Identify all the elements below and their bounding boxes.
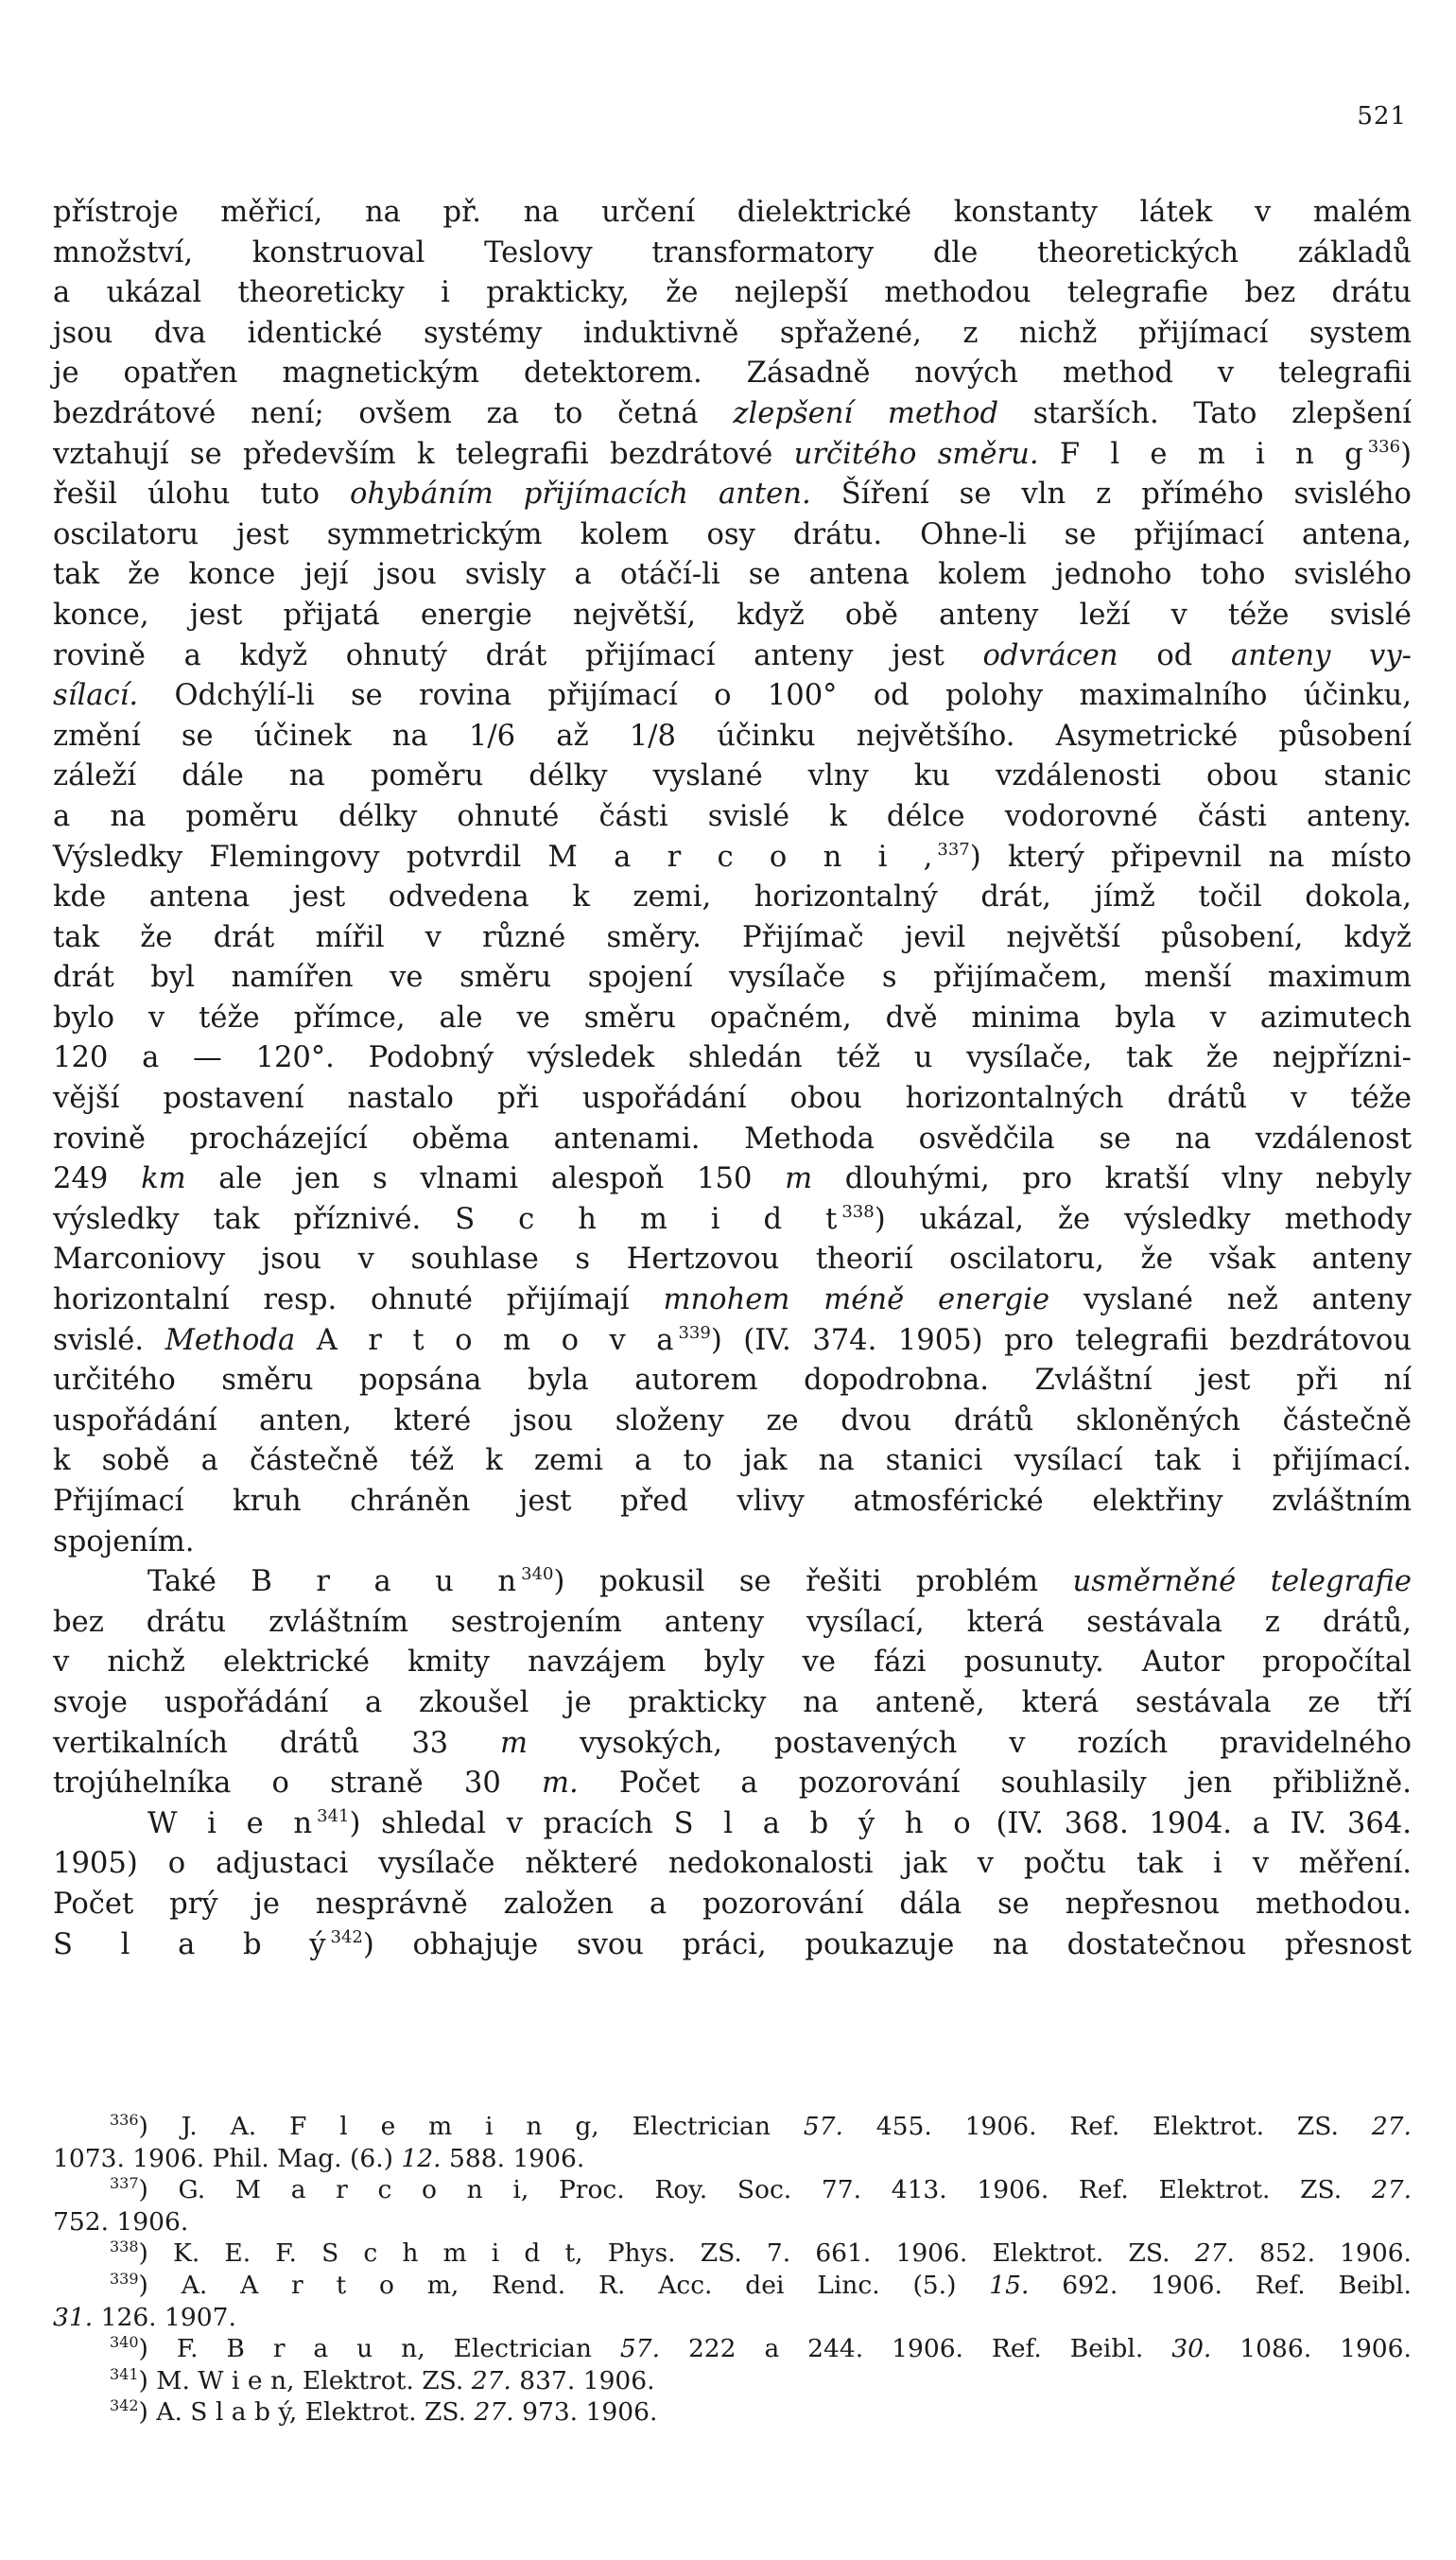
text-line: přístroje měřicí, na př. na určení dielektrické konstanty látek v malém	[53, 196, 1412, 229]
footnote-ref: 339	[678, 1322, 711, 1343]
emphasis: Methoda	[165, 1323, 296, 1357]
text-line: Přijímací kruh chráněn jest před vlivy atmosférické elektřiny zvláštním	[53, 1485, 1412, 1518]
emphasis: m.	[542, 1767, 579, 1801]
text-line: množství, konstruoval Teslovy transformatory dle theoretických základů	[53, 235, 1412, 270]
author-name: A r t o m o v a	[316, 1323, 679, 1357]
text-line: 120 a — 120°. Podobný výsledek shledán též u vysílače, tak že nejpřízni-	[53, 1041, 1412, 1075]
footnote-ref: 342	[330, 1926, 363, 1947]
text-line: konce, jest přijatá energie největší, když obě anteny leží v téže svislé	[53, 598, 1412, 632]
text-line: jsou dva identické systémy induktivně spřažené, z nichž přijímací system	[53, 316, 1412, 350]
footnote: $^{341}$) M. W i e n, Elektrot. ZS. 27. 837. 1906.	[110, 2364, 655, 2395]
text-line: Také B r a u $n^{340}$) pokusil se řešiti problém usměrněné telegrafie	[147, 1564, 1412, 1599]
emphasis: m	[500, 1726, 529, 1760]
text-line: sílací. Odchýlí-li se rovina přijímací o 100° od polohy maximalního účinku,	[53, 679, 1412, 713]
text-line: horizontalní resp. ohnuté přijímají mnohem méně energie vyslané než anteny	[53, 1283, 1412, 1317]
footnote: $^{342}$) A. S l a b ý, Elektrot. ZS. 27. 973. 1906.	[110, 2396, 658, 2428]
text-line: bylo v téže přímce, ale ve směru opačném, dvě minima byla v azimutech	[53, 1001, 1412, 1035]
emphasis: sílací.	[53, 679, 139, 713]
text-line: oscilatoru jest symmetrickým kolem osy drátu. Ohne-li se přijímací antena,	[53, 517, 1412, 551]
footnote-ref: 338	[841, 1201, 875, 1222]
text-line: drát byl namířen ve směru spojení vysílače s přijímačem, menší maximum	[53, 961, 1412, 995]
emphasis: m	[785, 1162, 813, 1196]
text-line: trojúhelníka o straně 30 m. Počet a pozorování souhlasily jen přibližně.	[53, 1767, 1412, 1801]
author-name: F l e m i n g	[1059, 437, 1368, 471]
text-line: rovině procházející oběma antenami. Methoda osvědčila se na vzdálenost	[53, 1122, 1412, 1156]
text-line: Počet prý je nesprávně založen a pozorování dála se nepřesnou methodou.	[53, 1887, 1412, 1921]
text-line: rovině a když ohnutý drát přijímací anteny jest odvrácen od anteny vy-	[53, 638, 1412, 672]
emphasis: mnohem méně energie	[663, 1283, 1050, 1317]
text-line: tak že konce její jsou svisly a otáčí-li se antena kolem jednoho toho svislého	[53, 558, 1412, 592]
emphasis: odvrácen	[982, 638, 1118, 672]
text-line: určitého směru popsána byla autorem dopodrobna. Zvláštní jest při ní	[53, 1364, 1412, 1398]
page-number: 521	[1357, 102, 1407, 131]
text-line: svislé. Methoda A r t o m o v $a^{339}$) (IV. 374. 1905) pro telegrafii bezdrátovou	[53, 1322, 1412, 1357]
footnote-continuation: 1073. 1906. Phil. Mag. (6.) 12. 588. 1906.	[53, 2143, 585, 2173]
text-line: změní se účinek na 1/6 až 1/8 účinku největšího. Asymetrické působení	[53, 719, 1412, 753]
text-line: vztahují se především k telegrafii bezdrátové určitého směru. F l e m i n $g^{336}$)	[53, 436, 1412, 471]
footnote-continuation: 31. 126. 1907.	[53, 2302, 236, 2332]
author-name: S c h m i d t	[455, 1202, 842, 1236]
emphasis: anteny vy-	[1231, 638, 1412, 672]
text-line: výsledky tak příznivé. S c h m i d $t^{338}$) ukázal, že výsledky methody	[53, 1201, 1412, 1236]
footnote-ref: 336	[1367, 436, 1401, 457]
emphasis: ohybáním přijímacích anten.	[349, 478, 811, 512]
text-line: vertikalních drátů 33 m vysokých, postavených v rozích pravidelného	[53, 1726, 1412, 1760]
author-name: W i e n	[147, 1806, 318, 1840]
author-name: M a r c o n i ,	[547, 840, 938, 874]
footnote: $^{337}$) G. M a r c o n i, Proc. Roy. Soc. 77. 413. 1906. Ref. Elektrot. ZS. 27.	[110, 2174, 1412, 2205]
footnote-continuation: 752. 1906.	[53, 2206, 189, 2237]
text-line: 1905) o adjustaci vysílače některé nedokonalosti jak v počtu tak i v měření.	[53, 1847, 1412, 1881]
emphasis: určitého směru.	[793, 437, 1039, 471]
text-line: bezdrátové není; ovšem za to četná zlepšení method starších. Tato zlepšení	[53, 396, 1412, 430]
text-line: tak že drát mířil v různé směry. Přijímač jevil největší působení, když	[53, 920, 1412, 954]
text-line: bez drátu zvláštním sestrojením anteny vysílací, která sestávala z drátů,	[53, 1605, 1412, 1639]
text-line: a na poměru délky ohnuté části svislé k délce vodorovné části anteny.	[53, 799, 1412, 833]
footnotes	[53, 2111, 1412, 2429]
text-line: řešil úlohu tuto ohybáním přijímacích anten. Šíření se vln z přímého svislého	[53, 478, 1412, 512]
footnote-ref: 341	[317, 1805, 350, 1826]
footnote: $^{336}$) J. A. F l e m i n g, Electrician 57. 455. 1906. Ref. Elektrot. ZS. 27.	[110, 2111, 1412, 2141]
footnote: $^{340}$) F. B r a u n, Electrician 57. 222 a 244. 1906. Ref. Beibl. 30. 1086. 1906.	[110, 2333, 1412, 2364]
text-line: k sobě a částečně též k zemi a to jak na stanici vysílací tak i přijímací.	[53, 1444, 1412, 1478]
footnote-ref: 337	[937, 839, 970, 860]
footnote-ref: 340	[521, 1564, 554, 1585]
footnote: $^{338}$) K. E. F. S c h m i d t, Phys. ZS. 7. 661. 1906. Elektrot. ZS. 27. 852. 1906.	[110, 2238, 1412, 2269]
footnote: $^{339}$) A. A r t o m, Rend. R. Acc. dei Linc. (5.) 15. 692. 1906. Ref. Beibl.	[110, 2269, 1412, 2300]
text-line: W i e $n^{341}$) shledal v pracích S l a b ý h o (IV. 368. 1904. a IV. 364.	[147, 1805, 1413, 1840]
emphasis: zlepšení method	[733, 396, 999, 430]
text-line: vější postavení nastalo při uspořádání obou horizontalných drátů v téže	[53, 1082, 1412, 1116]
emphasis: km	[141, 1162, 186, 1196]
text-line: uspořádání anten, které jsou složeny ze dvou drátů skloněných částečně	[53, 1403, 1412, 1437]
text-line: 249 km ale jen s vlnami alespoň 150 m dlouhými, pro kratší vlny nebyly	[53, 1162, 1412, 1196]
text-line: S l a b $ý^{342}$) obhajuje svou práci, poukazuje na dostatečnou přesnost	[53, 1926, 1412, 1961]
author-name: B r a u n	[251, 1565, 522, 1599]
text-line: spojením.	[53, 1524, 195, 1559]
emphasis: usměrněné telegrafie	[1072, 1565, 1412, 1599]
body-text	[53, 193, 1412, 1965]
text-line: kde antena jest odvedena k zemi, horizontalný drát, jímž točil dokola,	[53, 880, 1412, 914]
text-line: svoje uspořádání a zkoušel je prakticky na anteně, která sestávala ze tří	[53, 1685, 1412, 1719]
text-line: záleží dále na poměru délky vyslané vlny ku vzdálenosti obou stanic	[53, 759, 1412, 793]
author-name: S l a b ý h o	[673, 1806, 976, 1840]
text-line: a ukázal theoreticky i prakticky, že nejlepší methodou telegrafie bez drátu	[53, 276, 1412, 310]
text-line: je opatřen magnetickým detektorem. Zásadně nových method v telegrafii	[53, 357, 1412, 391]
author-name: S l a b ý	[53, 1927, 331, 1961]
text-line: Výsledky Flemingovy potvrdil M a r c o n i ,$^{337}$) který připevnil na místo	[53, 839, 1412, 874]
text-line: v nichž elektrické kmity navzájem byly ve fázi posunuty. Autor propočítal	[53, 1646, 1412, 1680]
text-line: Marconiovy jsou v souhlase s Hertzovou theorií oscilatoru, že však anteny	[53, 1243, 1412, 1277]
